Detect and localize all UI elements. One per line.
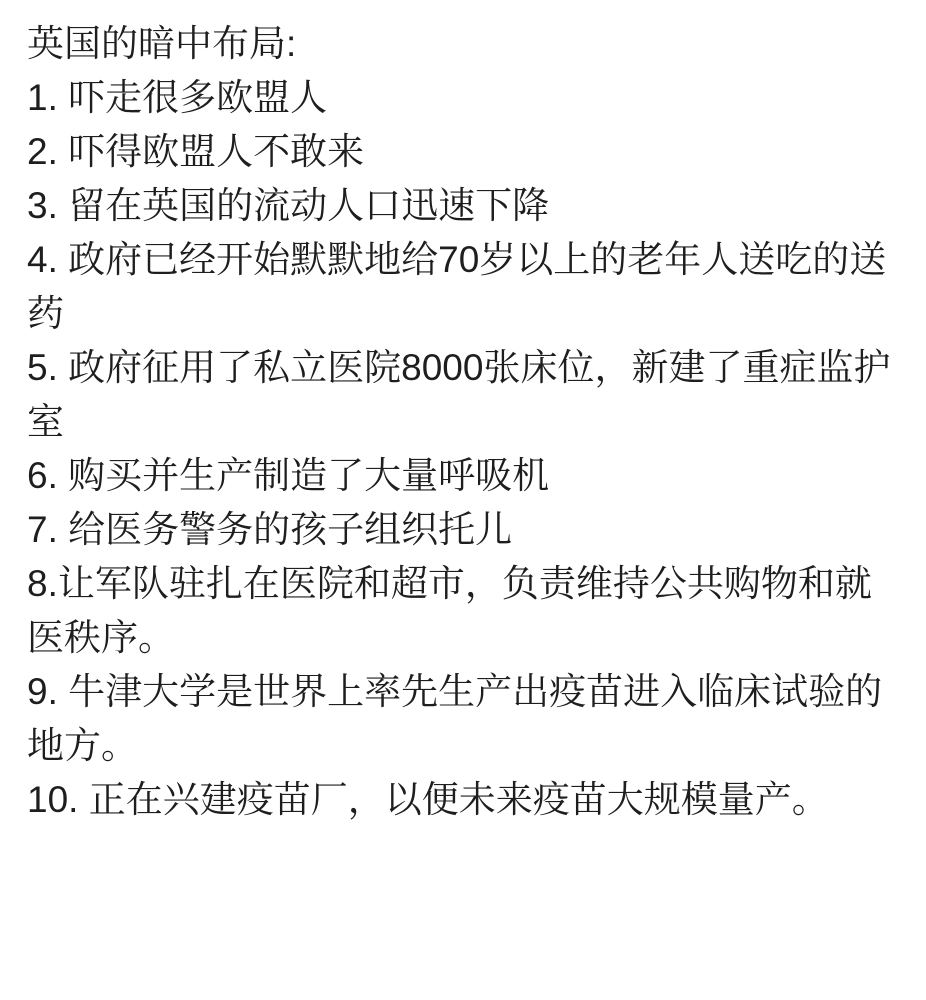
list-item-7: 7. 给医务警务的孩子组织托儿 bbox=[27, 509, 513, 550]
list-item-4: 4. 政府已经开始默默地给70岁以上的老年人送吃的送药 bbox=[27, 239, 887, 334]
list-item-10: 10. 正在兴建疫苗厂，以便未来疫苗大规模量产。 bbox=[27, 779, 829, 820]
list-item-3: 3. 留在英国的流动人口迅速下降 bbox=[27, 185, 550, 226]
list-item-6: 6. 购买并生产制造了大量呼吸机 bbox=[27, 455, 550, 496]
list-item-1: 1. 吓走很多欧盟人 bbox=[27, 77, 328, 118]
page-title: 英国的暗中布局: bbox=[27, 23, 297, 64]
list-item-5: 5. 政府征用了私立医院8000张床位，新建了重症监护室 bbox=[27, 347, 891, 442]
list-item-9: 9. 牛津大学是世界上率先生产出疫苗进入临床试验的地方。 bbox=[27, 671, 883, 766]
list-item-8: 8.让军队驻扎在医院和超市，负责维持公共购物和就医秩序。 bbox=[27, 563, 872, 658]
list-item-2: 2. 吓得欧盟人不敢来 bbox=[27, 131, 365, 172]
